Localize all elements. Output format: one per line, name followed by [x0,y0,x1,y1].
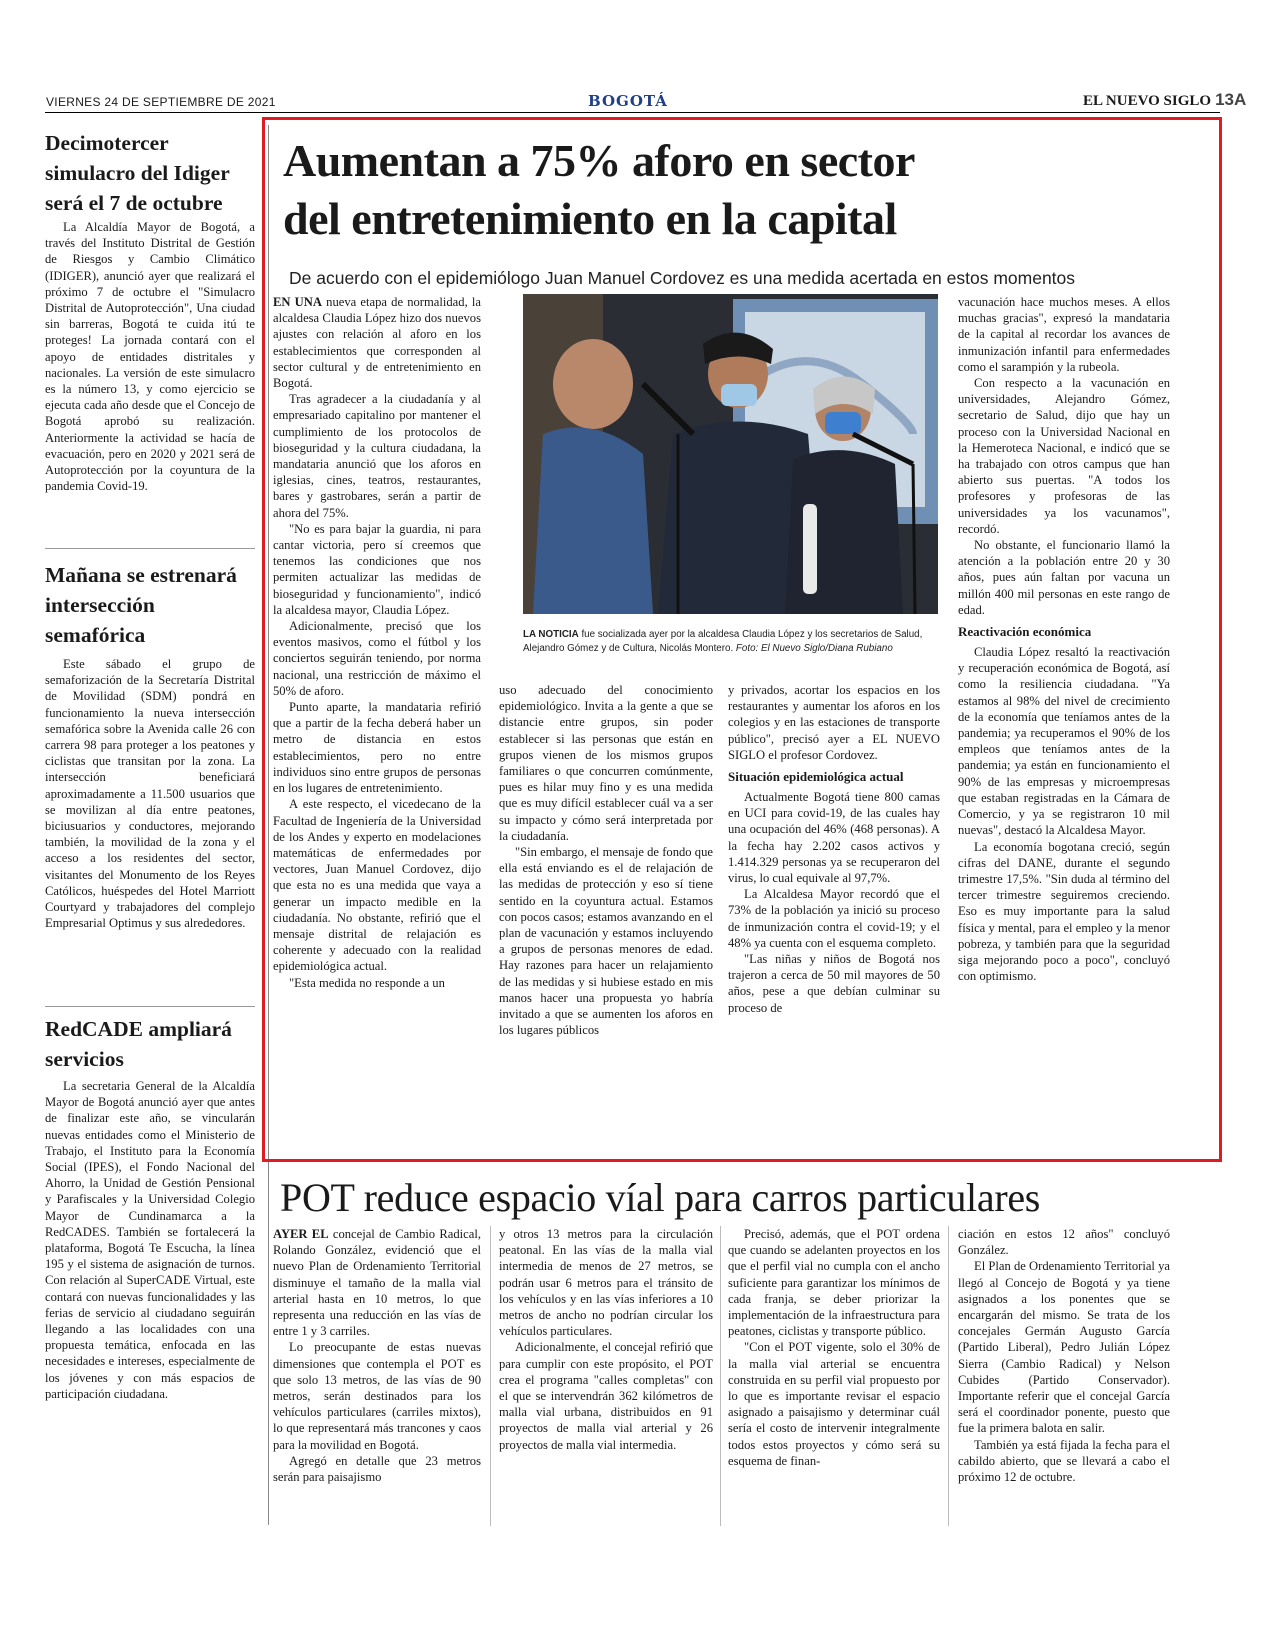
side-divider [45,1006,255,1007]
article-column-4 [958,294,1170,984]
paragraph: EN UNA nueva etapa de normalidad, la alcaldesa Claudia López hizo dos nuevos ajustes con relación al aforo en los establecimientos que corresponden al sector cultural y de entretenimiento en Bogotá. [273,295,481,391]
paragraph: Agregó en detalle que 23 metros serán para paisajismo [273,1453,481,1485]
pot-column-3 [728,1226,940,1469]
pot-column-1 [273,1226,481,1485]
article-column-3 [728,682,940,1016]
paragraph: uso adecuado del conocimiento epidemiológico. Invita a la gente a que se distancie entre grupos, sin poder establecer si las personas que están en grupos vienen de los mismos grupos familiares o que concurren comúnmente, pues es hilar muy fino y es una medida que es muy difícil establecer cuál va a ser su impacto y cómo será interpretada por la ciudadanía. [499,683,713,843]
paragraph: Con respecto a la vacunación en universidades, Alejandro Gómez, secretario de Salud, dijo que hay un proceso con la Universidad Nacional en la Hemeroteca Nacional, e indicó que se ha trabajado con otros campus que han abierto sus puertas. "A todos los profesores y profesoras de las universidades ya los vacunamos", recordó. [958,376,1170,536]
article-column-1 [273,294,481,991]
side-story-3-title: RedCADE ampliará servicios [45,1017,232,1071]
pot-column-2 [499,1226,713,1453]
paragraph: y otros 13 metros para la circulación peatonal. En las vías de la malla vial intermedia de menos de 27 metros, se podrán usar 6 metros para el tránsito de los vehículos y en las vías inferiores a 10 metros de ancho no podrían circular los vehículos particulares. [499,1227,713,1339]
paragraph: vacunación hace muchos meses. A ellos muchas gracias", expresó la mandataria de la capital al recordar los avances de inmunización infantil para enfermedades como el sarampión y la rubeola. [958,295,1170,374]
paragraph: A este respecto, el vicedecano de la Facultad de Ingeniería de la Universidad de los Andes y experto en modelaciones matemáticas de enfermedades por vectores, Juan Manuel Cordovez, dijo que esta no es una medida que vaya a generar un impacto medible en la ciudadanía. No obstante, refirió que el mensaje distrital de relajación es coherente y adecuado con la realidad epidemiológica actual. [273,797,481,974]
column-divider [948,1226,949,1526]
paragraph: El Plan de Ordenamiento Territorial ya llegó al Concejo de Bogotá y ya tiene asignados a los ponentes que se encargarán del mismo. Se trata de los concejales Germán Augusto García (Partido Liberal), Pedro Julián López Sierra (Cambio Radical) y Nelson Cubides (Partido Conservador). Importante referir que el concejal García será el coordinador ponente, puesto que fue la primera balota en salir. [958,1259,1170,1436]
side-story-1-title: Decimotercer simulacro del Idiger será el 7 de octubre [45,131,230,215]
issue-date: VIERNES 24 DE SEPTIEMBRE DE 2021 [46,95,276,109]
paragraph: "Esta medida no responde a un [289,975,445,990]
paragraph: AYER EL concejal de Cambio Radical, Rolando González, evidenció que el nuevo Plan de Ordenamiento Territorial disminuye el tamaño de la malla vial arterial hasta en 10 metros, lo que representa una reducción en las vías de entre 1 y 3 carriles. [273,1227,481,1339]
side-story-2-body [45,656,255,931]
caption-text: fue socializada ayer por la alcaldesa Claudia López y los secretarios de Salud, Alejandro Gómez y de Cultura, Nicolás Montero. [523,629,923,654]
paragraph: Adicionalmente, precisó que los eventos masivos, como el fútbol y los conciertos seguirán teniendo, por norma nacional, una restricción de máximo el 50% de aforo. [273,619,481,698]
paragraph: y privados, acortar los espacios en los restaurantes y aumentar los aforos en los colegios y en las estaciones de transporte público", precisó ayer a EL NUEVO SIGLO el profesor Cordovez. [728,683,940,762]
paragraph: No obstante, el funcionario llamó la atención a la población entre 20 y 30 años, pues aún faltan por vacuna un millón 400 mil personas en este rango de edad. [958,538,1170,617]
paragraph: "Sin embargo, el mensaje de fondo que ella está enviando es el de relajación de las medidas de protección y eso sí tiene sentido en la coyuntura actual. Estamos con pocos casos; estamos avanzando en el plan de vacunación y estamos incluyendo a grupos de personas menores de edad. Hay razones para hacer un relajamiento de las medidas y si hubiese estado en mis manos hacer una propuesta yo habría invitado a que se aumenten los aforos en los lugares públicos [499,845,713,1038]
paragraph: Tras agradecer a la ciudadanía y al empresariado capitalino por mantener el cumplimiento de los protocolos de bioseguridad y la cultura ciudadana, la mandataria anunció que los aforos en iglesias, cines, teatros, restaurantes, bares y gastrobares, serán a partir de ahora del 75%. [273,392,481,520]
column-divider [720,1226,721,1526]
paragraph: Lo preocupante de estas nuevas dimensiones que contempla el POT es que solo 13 metros, de las vías de 90 metros, serán destinados para los vehículos particulares (carriles mixtos), lo que representará más trancones y caos para la movilidad en Bogotá. [273,1340,481,1452]
side-story-3-body [45,1078,255,1402]
paragraph: ciación en estos 12 años" concluyó González. [958,1227,1170,1258]
section-name: BOGOTÁ [588,92,668,110]
headline-line-1: Aumentan a 75% aforo en sector [283,135,915,186]
caption-lead: LA NOTICIA [523,629,579,640]
paragraph: La economía bogotana creció, según cifras del DANE, durante el segundo trimestre 17,5%. "Sin duda al término del tercer trimestre seguiremos creciendo. Eso es muy importante para la salud física y mental, para el empleo y la menor pobreza, y también para que la seguridad siga mejorando poco a poco", concluyó con optimismo. [958,839,1170,984]
paragraph: "Las niñas y niños de Bogotá nos trajeron a cerca de 50 mil mayores de 50 años, pese a que debían culminar su proceso de [728,952,940,1015]
lead-in: AYER EL [273,1227,329,1241]
subheadline: De acuerdo con el epidemiólogo Juan Manuel Cordovez es una medida acertada en estos momentos [289,268,1076,288]
pot-column-4 [958,1226,1170,1485]
section-subhead: Situación epidemiológica actual [728,769,904,785]
pot-headline: POT reduce espacio víal para carros particulares [280,1175,1041,1220]
paragraph: Adicionalmente, el concejal refirió que para cumplir con este propósito, el POT crea el programa "calles completas" con el que se intervendrán 362 kilómetros de malla vial urbana, distribuidos en 91 proyectos de malla vial arterial y 26 proyectos de malla vial intermedia. [499,1340,713,1452]
paragraph: Este sábado el grupo de semaforización de la Secretaría Distrital de Movilidad (SDM) pondrá en funcionamiento la nueva intersección semafórica sobre la Avenida calle 26 con carrera 98 para proteger a los peatones y ciclistas que transitan por la zona. La intersección beneficiará aproximadamente a 11.500 usuarios que se movilizan al día entre peatones, biciusuarios y conductores, mejorando también, la movilidad de la zona y el acceso a los residentes del sector, visitantes del Monumento de los Reyes Católicos, huéspedes del Hotel Marriott Courtyard y trabajadores del complejo Empresarial Optimus y sus alrededores. [45,657,255,931]
headline-line-2: del entretenimiento en la capital [283,193,897,244]
column-divider [490,1226,491,1526]
article-photo [523,294,938,614]
paragraph: La Alcaldesa Mayor recordó que el 73% de la población ya inició su proceso de inmunización contra el covid-19; y el 48% ya cuenta con el esquema completo. [728,887,940,950]
page-number: 13A [1215,90,1247,109]
paragraph: "No es para bajar la guardia, ni para cantar victoria, pero sí creemos que tenemos las condiciones que nos permiten actualizar las medidas de bioseguridad y funcionamiento", indicó la alcaldesa mayor, Claudia López. [273,521,481,617]
side-story-1-body [45,219,255,494]
paragraph: Actualmente Bogotá tiene 800 camas en UCI para covid-19, de las cuales hay una ocupación del 46% (468 personas). A la fecha hay 2.202 casos activos y 1.414.329 personas ya se recuperaron del virus, lo cual equivale al 97,7%. [728,790,940,886]
header-rule [45,112,1220,113]
paragraph: "Con el POT vigente, solo el 30% de la malla vial arterial se encuentra construida en su perfil vial propuesto por lo que es importante revisar el espacio asignado a paisajismo y determinar cuál sería el costo de intervenir integralmente todos estos proyectos y cómo será su esquema de finan- [728,1340,940,1468]
side-story-2-title: Mañana se estrenará intersección semafórica [45,563,237,647]
paragraph: Punto aparte, la mandataria refirió que a partir de la fecha deberá haber un metro de distancia en estos establecimientos, pero no entre individuos sino entre grupos de personas en los lugares de entretenimiento. [273,700,481,796]
side-divider [45,548,255,549]
photo-credit: Foto: El Nuevo Siglo/Diana Rubiano [735,642,893,654]
paper-name: EL NUEVO SIGLO [1083,93,1212,109]
headline [283,132,1193,248]
article-column-2 [499,682,713,1038]
photo-caption [523,628,923,655]
lead-in: EN UNA [273,295,322,309]
section-subhead: Reactivación económica [958,624,1092,640]
masthead [1083,90,1246,110]
paragraph: Claudia López resaltó la reactivación y recuperación económica de Bogotá, así como la resiliencia ciudadana. "Ya estamos al 98% del nivel de crecimiento de la economía que teníamos antes de la pandemia; ya recuperamos el 90% de los empleos que teníamos antes de la pandemia; ya están en funcionamiento el 90% de las empresas y microempresas que estaban registradas en la Cámara de Comercio, y ya se registraron 10 mil nuevas", destacó la Alcaldesa Mayor. [958,645,1170,838]
paragraph: También ya está fijada la fecha para el cabildo abierto, que se llevará a cabo el próximo 12 de octubre. [958,1437,1170,1485]
paragraph: Precisó, además, que el POT ordena que cuando se adelanten proyectos en los que el perfil vial no cumpla con el ancho suficiente para garantizar los mínimos de cada franja, se deber priorizar la implementación de la infraestructura para peatones, ciclistas y transporte público. [728,1227,940,1339]
paragraph: La Alcaldía Mayor de Bogotá, a través del Instituto Distrital de Gestión de Riesgos y Cambio Climático (IDIGER), anunció ayer que realizará el próximo 7 de octubre el "Simulacro Distrital de Autoprotección", Una ciudad sin barreras, Bogotá te cuida itú te proteges! La jornada contará con el apoyo de entidades distritales y nacionales. La versión de este simulacro es la número 13, y como ejercicio se ejecuta cada año desde que el Concejo de Bogotá aprobó su realización. Anteriormente la actividad se hacía de evacuación, pero en 2020 y 2021 será de Autoprotección por la coyuntura de la pandemia Covid-19. [45,220,255,494]
paragraph: La secretaria General de la Alcaldía Mayor de Bogotá anunció ayer que antes de finalizar este año, se vincularán nuevas entidades como el Ministerio de Trabajo, el Instituto para la Economía Social (IPES), el Fondo Nacional del Ahorro, la Unidad de Gestión Pensional y Parafiscales y la Universidad Colegio Mayor de Cundinamarca a la RedCADES. También se fortalecerá la plataforma, Bogotá Te Escucha, la línea 195 y el sistema de asignación de turnos. Con relación al SuperCADE Virtual, este contará con nuevas funcionalidades y las ferias de servicio al ciudadano seguirán llegando a las localidades con una propuesta temática, enfocada en las necesidades e intereses, especialmente de los jóvenes y con más espacios de participación ciudadana. [45,1079,255,1401]
